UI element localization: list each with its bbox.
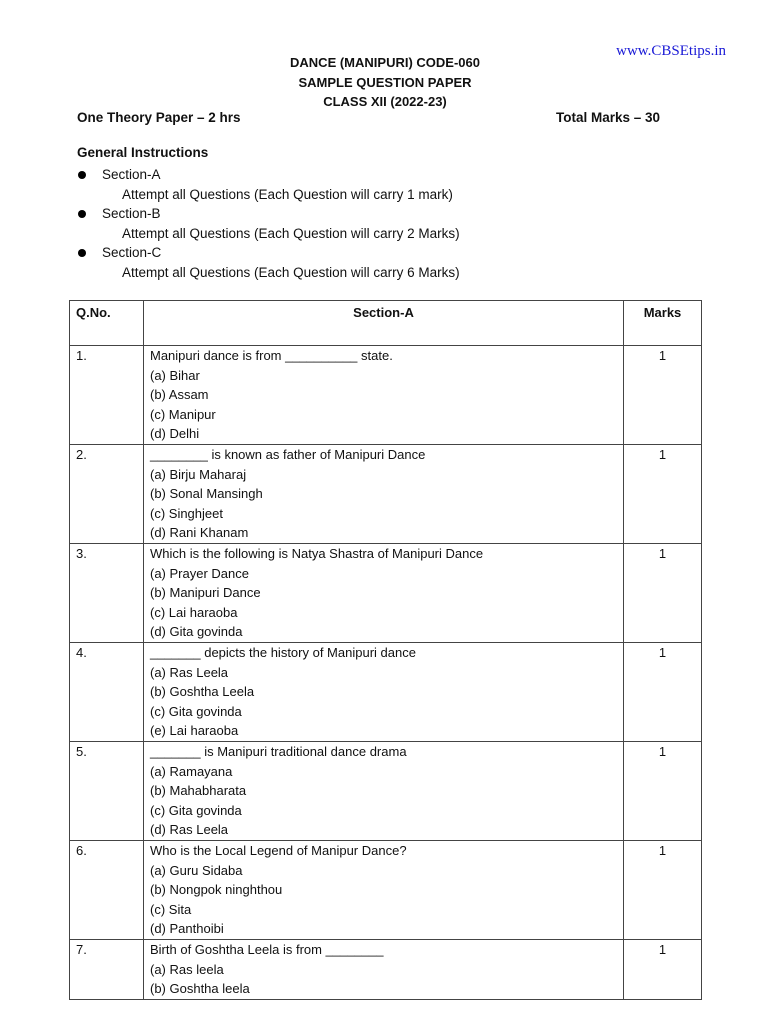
answer-option: (d) Gita govinda — [150, 624, 243, 640]
question-text: _______ depicts the history of Manipuri dance — [150, 645, 416, 660]
table-row — [70, 346, 702, 445]
answer-option: (a) Ras leela — [150, 961, 224, 977]
question-text: Birth of Goshtha Leela is from ________ — [150, 942, 384, 957]
instruction-section: Section-B — [102, 206, 161, 221]
answer-option: (c) Lai haraoba — [150, 604, 238, 620]
table-row — [70, 841, 702, 940]
instruction-item — [77, 165, 460, 204]
answer-option: (a) Birju Maharaj — [150, 466, 247, 482]
answer-option: (b) Goshtha Leela — [150, 684, 255, 700]
paper-duration: One Theory Paper – 2 hrs — [77, 110, 241, 125]
question-number: 1. — [70, 346, 144, 445]
instruction-desc: Attempt all Questions (Each Question will carry 1 mark) — [122, 186, 453, 202]
answer-option: (a) Guru Sidaba — [150, 862, 243, 878]
table-row — [70, 643, 702, 742]
question-marks: 1 — [624, 841, 702, 940]
answer-option: (c) Manipur — [150, 406, 216, 422]
question-cell — [144, 841, 624, 940]
question-cell — [144, 940, 624, 1000]
question-cell — [144, 742, 624, 841]
question-text: _______ is Manipuri traditional dance drama — [150, 744, 407, 759]
question-cell — [144, 643, 624, 742]
answer-option: (b) Goshtha leela — [150, 981, 250, 997]
table-row — [70, 742, 702, 841]
answer-option: (b) Mahabharata — [150, 783, 247, 799]
question-number: 4. — [70, 643, 144, 742]
answer-option: (a) Prayer Dance — [150, 565, 249, 581]
header-section: Section-A — [144, 301, 624, 346]
question-number: 6. — [70, 841, 144, 940]
question-number: 5. — [70, 742, 144, 841]
answer-option: (c) Singhjeet — [150, 505, 223, 521]
question-marks: 1 — [624, 346, 702, 445]
question-cell — [144, 544, 624, 643]
question-marks: 1 — [624, 940, 702, 1000]
answer-option: (b) Manipuri Dance — [150, 585, 261, 601]
question-marks: 1 — [624, 742, 702, 841]
question-text: ________ is known as father of Manipuri Dance — [150, 447, 426, 462]
instruction-item — [77, 204, 460, 243]
question-text: Which is the following is Natya Shastra of Manipuri Dance — [150, 546, 484, 561]
instruction-desc: Attempt all Questions (Each Question will carry 2 Marks) — [122, 225, 460, 241]
answer-option: (a) Ramayana — [150, 763, 233, 779]
answer-option: (c) Sita — [150, 901, 192, 917]
question-cell — [144, 346, 624, 445]
answer-option: (d) Ras Leela — [150, 822, 229, 838]
header-marks: Marks — [624, 301, 702, 346]
answer-option: (d) Delhi — [150, 426, 200, 442]
question-number: 7. — [70, 940, 144, 1000]
question-marks: 1 — [624, 445, 702, 544]
question-text: Manipuri dance is from __________ state. — [150, 348, 393, 363]
instruction-section: Section-C — [102, 245, 162, 260]
question-cell — [144, 445, 624, 544]
paper-title: DANCE (MANIPURI) CODE-060 — [290, 55, 480, 70]
answer-option: (c) Gita govinda — [150, 703, 242, 719]
question-text: Who is the Local Legend of Manipur Dance? — [150, 843, 407, 858]
table-row — [70, 940, 702, 1000]
answer-option: (e) Lai haraoba — [150, 723, 239, 739]
bullet-icon — [78, 210, 86, 218]
total-marks: Total Marks – 30 — [555, 110, 660, 125]
answer-option: (c) Gita govinda — [150, 802, 242, 818]
answer-option: (b) Sonal Mansingh — [150, 486, 263, 502]
paper-class: CLASS XII (2022-23) — [323, 94, 447, 109]
question-rows — [70, 346, 702, 1000]
answer-option: (b) Nongpok ninghthou — [150, 882, 283, 898]
instruction-item — [77, 243, 460, 282]
table-row — [70, 445, 702, 544]
header-qno: Q.No. — [70, 301, 144, 346]
table-row — [70, 544, 702, 643]
question-number: 3. — [70, 544, 144, 643]
question-marks: 1 — [624, 544, 702, 643]
answer-option: (b) Assam — [150, 387, 209, 403]
paper-subtitle: SAMPLE QUESTION PAPER — [298, 74, 472, 90]
table-header-row — [70, 301, 702, 346]
question-marks: 1 — [624, 643, 702, 742]
answer-option: (d) Panthoibi — [150, 921, 224, 937]
instruction-section: Section-A — [102, 167, 161, 182]
instructions-list — [77, 165, 460, 282]
question-number: 2. — [70, 445, 144, 544]
instructions-title: General Instructions — [77, 145, 209, 160]
bullet-icon — [78, 249, 86, 257]
bullet-icon — [78, 171, 86, 179]
answer-option: (d) Rani Khanam — [150, 525, 249, 541]
answer-option: (a) Ras Leela — [150, 664, 229, 680]
watermark-link[interactable]: www.CBSEtips.in — [616, 43, 726, 59]
instruction-desc: Attempt all Questions (Each Question will carry 6 Marks) — [122, 264, 460, 280]
question-table — [69, 300, 702, 1000]
answer-option: (a) Bihar — [150, 367, 200, 383]
